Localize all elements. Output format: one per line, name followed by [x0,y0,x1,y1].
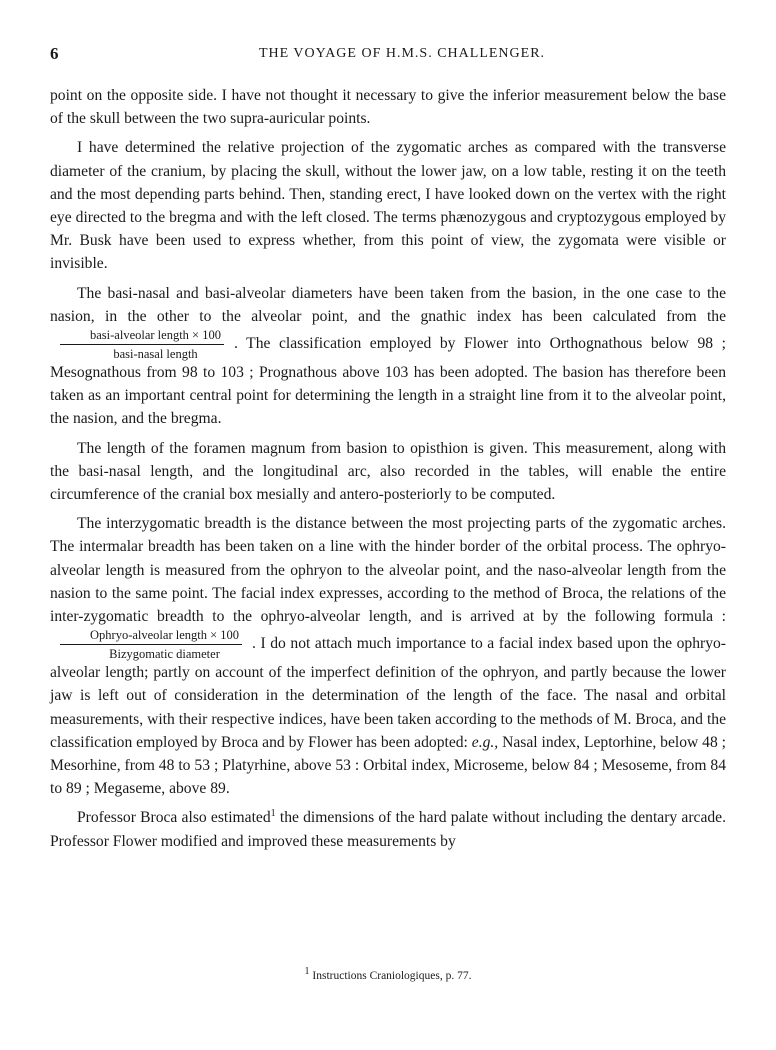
formula-denominator: basi-nasal length [113,347,198,362]
facial-index-formula [60,628,242,661]
paragraph [50,806,726,852]
paragraph-text: . I do not attach much importance to a facial index based upon the ophryo-alveolar length; partly on account of the imperfect definition of the ophryon, and partly because the lower jaw is left out of consideration in the determination of the length of the face. The nasal and orbital measurements, with their respective indices, have been taken according to the methods of M. Broca, and the classification employed by Broca and by Flower has been adopted: [50,635,726,751]
footnote-reference[interactable]: 1 [270,808,276,820]
paragraph [50,437,726,507]
gnathic-index-formula [60,328,224,361]
paragraph-text: The interzygomatic breadth is the distance between the most projecting parts of the zygomatic arches. The intermalar breadth has been taken on a line with the hinder border of the orbital process. The ophryo-alveolar length is measured from the ophryon to the alveolar point, and the naso-alveolar length from the nasion to the same point. The facial index expresses, according to the method of Broca, the relations of the inter-zygomatic breadth to the ophryo-alveolar length, and is arrived at by the following formula : [50,515,726,626]
body-text [50,84,726,859]
footnote-text: Instructions Craniologiques, p. 77. [312,970,472,982]
paragraph-text: the dimensions of the hard palate without including the dentary arcade. Professor Flower modified and improved these measurements by [50,809,726,850]
paragraph [50,84,726,130]
paragraph-text: I have determined the relative projection of the zygomatic arches as compared with the transverse diameter of the cranium, by placing the skull, without the lower jaw, on a low table, resting it on the teeth and the most depending parts behind. Then, standing erect, I have looked down on the vertex with the right eye directed to the bregma and with the left closed. The terms phænozygous and cryptozygous employed by Mr. Busk have been used to express whether, from this point of view, the zygomata were visible or invisible. [50,139,726,273]
paragraph [50,282,726,431]
footnote-marker: 1 [304,966,310,978]
paragraph [50,136,726,275]
page-number: 6 [50,44,59,63]
paragraph-text: Professor Broca also estimated [77,809,271,827]
formula-numerator: basi-alveolar length × 100 [60,328,224,345]
paragraph [50,512,726,800]
paragraph-text: Nasal index, Leptorhine, below 48 ; Mesorhine, from 48 to 53 ; Platyrhine, above 53 : Orbital index, Microseme, below 84 ; Mesoseme, from 84 to 89 ; Megaseme, above 89. [50,733,727,798]
paragraph-text: point on the opposite side. I have not thought it necessary to give the inferior measurement below the base of the skull between the two supra-auricular points. [50,87,726,128]
paragraph-text: . The classification employed by Flower into Orthognathous below 98 ; Mesognathous from 98 to 103 ; Prognathous above 103 has been adopted. The basion has therefore been taken as an important central point for determining the length in a straight line from it to the alveolar point, the nasion, and the bregma. [50,335,726,428]
footnote [0,966,776,982]
paragraph-text: The basi-nasal and basi-alveolar diameters have been taken from the basion, in the one case to the nasion, in the other to the alveolar point, and the gnathic index has been calculated from the [50,284,726,325]
running-title: THE VOYAGE OF H.M.S. CHALLENGER. [258,46,546,61]
formula-denominator: Bizygomatic diameter [109,647,220,662]
italic-eg: e.g., [471,733,499,751]
paragraph-text: The length of the foramen magnum from basion to opisthion is given. This measurement, along with the basi-nasal length, and the longitudinal arc, also recorded in the tables, will enable the entire circumference of the cranial box mesially and antero-posteriorly to be computed. [50,439,726,504]
page-header [50,44,726,68]
formula-numerator: Ophryo-alveolar length × 100 [60,628,242,645]
